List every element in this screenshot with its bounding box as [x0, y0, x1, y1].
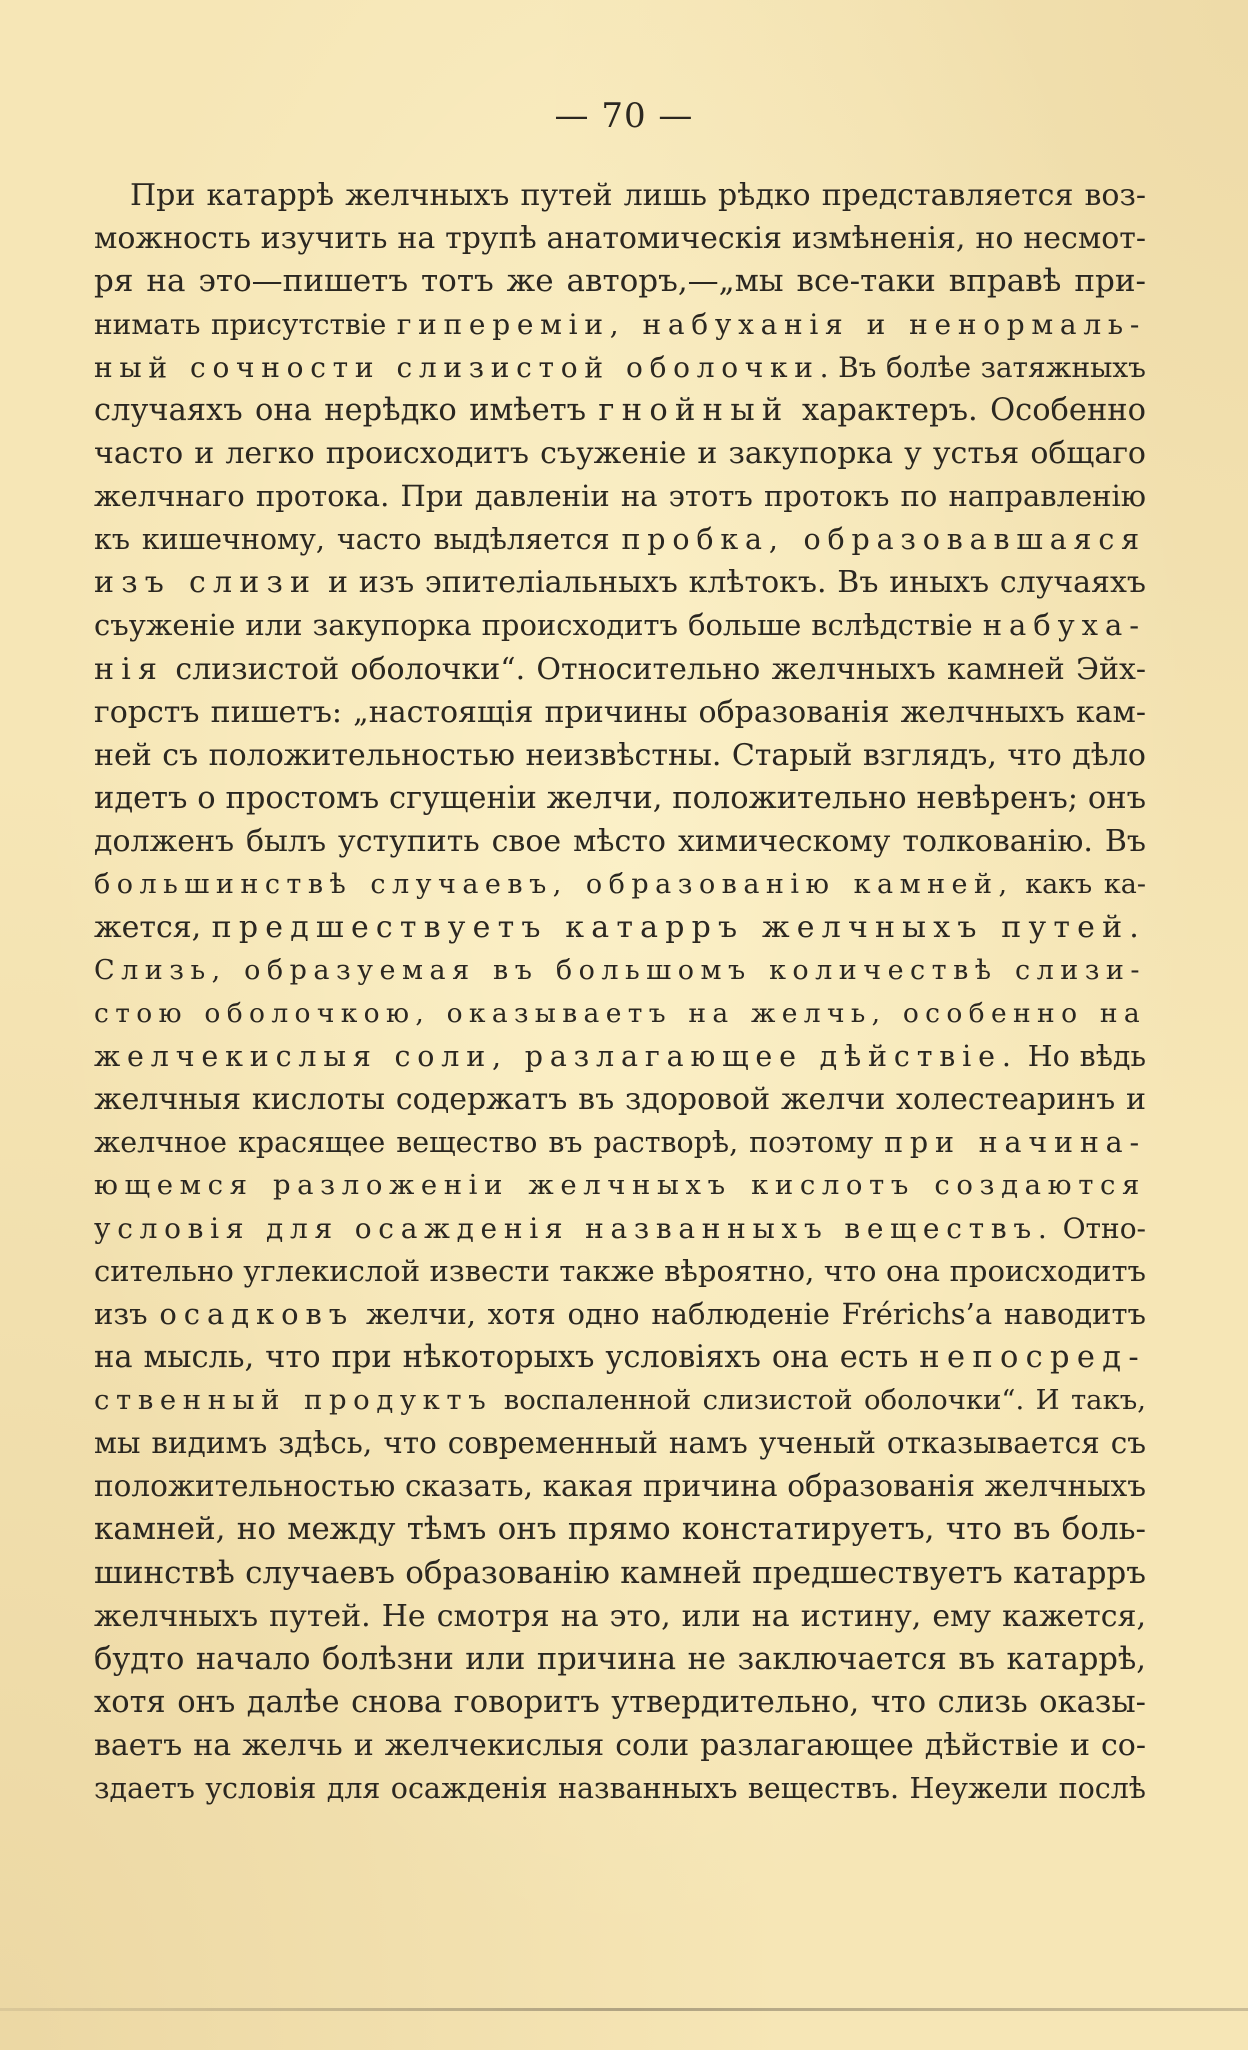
text-run: на мысль, что при нѣкоторыхъ условіяхъ она есть [94, 1340, 920, 1376]
text-line [94, 1336, 1146, 1379]
text-line [94, 604, 1146, 647]
spaced-emphasis: набуха- [982, 608, 1146, 643]
text-line [94, 1379, 1146, 1422]
text-line [94, 992, 1146, 1035]
spaced-emphasis: условія для осажденія названныхъ веществъ. [94, 1212, 1054, 1246]
text-run: къ кишечному, часто выдѣляется [94, 523, 622, 557]
text-run: При катаррѣ желчныхъ путей лишь рѣдко представляется воз- [130, 178, 1146, 213]
text-line [94, 1465, 1146, 1508]
text-line [94, 820, 1146, 863]
text-run: ря на это—пишетъ тотъ же авторъ,—„мы все-таки вправѣ при- [94, 263, 1146, 300]
text-line [94, 1164, 1146, 1207]
text-run: какъ ка- [1013, 868, 1146, 900]
spaced-emphasis: ный сочности слизистой оболочки [94, 351, 820, 385]
spaced-emphasis: желчекислыя соли, разлагающее дѣйствіе. [94, 1039, 1018, 1073]
spaced-emphasis: непосред- [919, 1340, 1146, 1376]
text-line [94, 1595, 1146, 1638]
spaced-emphasis: ющемся разложеніи желчныхъ кислотъ создаются [94, 1169, 1146, 1202]
text-run: слизистой оболочки“. Относительно желчныхъ камней Эйх- [164, 651, 1146, 687]
text-run: ней съ положительностью неизвѣстны. Старый взглядъ, что дѣло [94, 737, 1146, 773]
spaced-emphasis: при начина- [884, 1126, 1146, 1160]
text-line [94, 174, 1146, 217]
text-line [94, 734, 1146, 777]
text-run: желчныхъ путей. Не смотря на это, или на истину, ему кажется, [94, 1598, 1146, 1634]
text-line [94, 518, 1146, 561]
text-run: . Въ болѣе затяжныхъ [819, 351, 1146, 385]
spaced-emphasis: гнойный [598, 393, 790, 429]
text-run: желчное красящее вещество въ растворѣ, поэтому [94, 1126, 885, 1160]
page-number: — 70 — [554, 96, 694, 136]
text-run: будто начало болѣзни или причина не заключается въ катаррѣ, [94, 1641, 1146, 1677]
text-run: нимать присутствіе [94, 308, 397, 342]
text-run: Отно- [1053, 1212, 1146, 1246]
spaced-emphasis: нія [94, 651, 165, 687]
text-line [94, 475, 1146, 518]
spaced-emphasis: большинствѣ случаевъ, образованію камней, [94, 868, 1014, 900]
text-run: здаетъ условія для осажденія названныхъ веществъ. Неужели послѣ [94, 1771, 1146, 1805]
text-run: положительностью сказать, какая причина образованія желчныхъ [94, 1469, 1146, 1504]
text-line [94, 346, 1146, 389]
text-line [94, 1250, 1146, 1293]
text-run: желчи, хотя одно наблюденіе Frérichs’a наводитъ [354, 1297, 1146, 1332]
text-run: часто и легко происходитъ съуженіе и закупорка у устья общаго [94, 436, 1146, 472]
text-run: желчнаго протока. При давленіи на этотъ протокъ по направленію [94, 479, 1146, 514]
text-line [94, 1035, 1146, 1078]
text-run: хотя онъ далѣе снова говоритъ утвердительно, что слизь оказы- [94, 1684, 1146, 1720]
text-run: воспаленной слизистой оболочки“. И такъ, [492, 1384, 1146, 1417]
text-line [94, 1724, 1146, 1767]
text-line [94, 1681, 1146, 1724]
spaced-emphasis: ственный продуктъ [94, 1384, 493, 1417]
spaced-emphasis: гипереміи, набуханія и ненормаль- [396, 308, 1146, 342]
text-run: желчныя кислоты содержатъ въ здоровой желчи холестеаринъ и [94, 1081, 1146, 1117]
text-line [94, 1508, 1146, 1551]
text-line [94, 1121, 1146, 1164]
text-line [94, 1422, 1146, 1465]
text-run: идетъ о простомъ сгущеніи желчи, положительно невѣренъ; онъ [94, 780, 1146, 816]
text-line [94, 217, 1146, 260]
text-line [94, 432, 1146, 475]
text-run: мы видимъ здѣсь, что современный намъ ученый отказывается съ [94, 1426, 1146, 1461]
text-run: Но вѣдь [1017, 1039, 1146, 1073]
body-text [94, 174, 1146, 1810]
text-line [94, 1207, 1146, 1250]
text-line [94, 260, 1146, 303]
text-line [94, 691, 1146, 734]
text-line [94, 1552, 1146, 1595]
spaced-emphasis: Слизь, образуемая въ большомъ количествѣ слизи- [94, 954, 1146, 986]
text-run: жется, [94, 909, 212, 945]
text-run: сительно углекислой извести также вѣроятно, что она происходитъ [94, 1254, 1146, 1289]
text-line [94, 648, 1146, 691]
text-run: долженъ былъ уступить свое мѣсто химическому толкованію. Въ [94, 823, 1146, 859]
text-run: изъ [94, 1297, 160, 1332]
text-line [94, 1293, 1146, 1336]
text-line [94, 303, 1146, 346]
spaced-emphasis: пробка, образовавшаяся [621, 523, 1146, 557]
text-line [94, 1638, 1146, 1681]
text-run: камней, но между тѣмъ онъ прямо констатируетъ, что въ боль- [94, 1511, 1146, 1548]
text-line [94, 561, 1146, 604]
text-line [94, 906, 1146, 949]
text-line [94, 777, 1146, 820]
text-run: горстъ пишетъ: „настоящія причины образованія желчныхъ кам- [94, 694, 1146, 730]
text-run: ваетъ на желчь и желчекислыя соли разлагающее дѣйствіе и со- [94, 1727, 1146, 1763]
text-line [94, 863, 1146, 906]
text-line [94, 1767, 1146, 1810]
text-run: можность изучить на трупѣ анатомическія измѣненія, но несмот- [94, 221, 1146, 257]
text-line [94, 1078, 1146, 1121]
spaced-emphasis: изъ слизи [94, 565, 318, 601]
spaced-emphasis: осадковъ [159, 1297, 355, 1332]
spaced-emphasis: предшествуетъ катарръ желчныхъ путей. [211, 909, 1146, 945]
spaced-emphasis: стою оболочкою, оказываетъ на желчь, особенно на [94, 997, 1146, 1029]
text-run: характеръ. Особенно [789, 393, 1146, 429]
text-run: шинствѣ случаевъ образованію камней предшествуетъ катарръ [94, 1554, 1146, 1591]
text-line [94, 389, 1146, 432]
text-run: случаяхъ она нерѣдко имѣетъ [94, 393, 599, 429]
text-run: и изъ эпителіальныхъ клѣтокъ. Въ иныхъ случаяхъ [317, 565, 1146, 601]
text-run: съуженіе или закупорка происходитъ больше вслѣдствіе [94, 608, 983, 643]
bottom-edge-rule [0, 2008, 1248, 2011]
text-line [94, 949, 1146, 992]
